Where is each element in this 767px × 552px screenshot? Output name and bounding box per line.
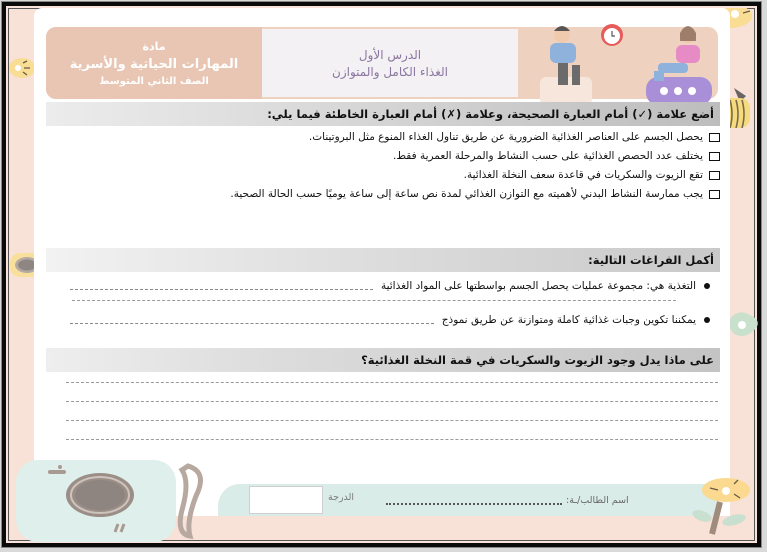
answer-checkbox[interactable]: [709, 190, 720, 199]
list-item: تقع الزيوت والسكريات في قاعدة سعف النخلة الغذائية.: [80, 166, 720, 185]
bullet-icon: [704, 317, 710, 323]
lesson-title: الغذاء الكامل والمتوازن: [332, 64, 448, 79]
student-name-label: اسم الطالب/ـة:: [566, 495, 629, 506]
grade-label: الدرجة: [328, 492, 355, 503]
section-fill-blanks-instruction: أكمل الفراغات التالية:: [588, 253, 714, 267]
fill-blank-item: التغذية هي: مجموعة عمليات يحصل الجسم بواسطتها على المواد الغذائية: [70, 276, 710, 296]
answer-checkbox[interactable]: [709, 133, 720, 142]
lesson-box: [262, 29, 518, 97]
fill-blank-item: يمكننا تكوين وجبات غذائية كاملة ومتوازنة عن طريق نموذج: [70, 310, 710, 330]
blank-answer-line-continued[interactable]: [72, 300, 676, 301]
camera-decoration-icon: [16, 452, 206, 542]
list-item: يجب ممارسة النشاط البدني لأهميته مع التوازن الغذائي لمدة نص ساعة إلى ساعة يوميًا حسب الحالة الصحية.: [80, 185, 720, 204]
blank-answer-line[interactable]: [70, 289, 373, 290]
lesson-number: الدرس الأول: [358, 47, 422, 62]
flower-decoration-icon: [690, 478, 754, 536]
answer-line-4[interactable]: [66, 439, 718, 440]
answer-line-3[interactable]: [66, 420, 718, 421]
student-name-field[interactable]: [386, 503, 562, 505]
students-illustration-icon: [522, 15, 718, 107]
answer-checkbox[interactable]: [709, 152, 720, 161]
list-item: يحصل الجسم على العناصر الغذائية الضرورية عن طريق تناول الغذاء المنوع مثل البروتينات.: [80, 128, 720, 147]
section-fill-blanks-header: [46, 248, 720, 272]
section-true-false-header: [46, 102, 720, 126]
list-item: يختلف عدد الحصص الغذائية على حسب النشاط والمرحلة العمرية فقط.: [80, 147, 720, 166]
answer-checkbox[interactable]: [709, 171, 720, 180]
section-question-header: [46, 348, 720, 372]
section-question-text: على ماذا يدل وجود الزيوت والسكريات في قمة النخلة الغذائية؟: [361, 353, 714, 367]
bullet-icon: [704, 283, 710, 289]
worksheet-header: [46, 27, 718, 99]
grade-level: الصف الثاني المتوسط: [99, 75, 209, 87]
true-false-list: [80, 128, 720, 204]
section-true-false-instruction: أضع علامة (✓) أمام العبارة الصحيحة، وعلامة (✗) أمام العبارة الخاطئة فيما يلي:: [267, 107, 714, 121]
sun-flower-icon: [6, 56, 36, 80]
subject-name: المهارات الحياتية والأسرية: [69, 56, 239, 72]
subject-label: مادة: [142, 39, 166, 53]
grade-field[interactable]: [249, 486, 323, 514]
answer-line-2[interactable]: [66, 401, 718, 402]
subject-box: [46, 27, 262, 99]
blank-answer-line[interactable]: [70, 323, 434, 324]
answer-line-1[interactable]: [66, 382, 718, 383]
